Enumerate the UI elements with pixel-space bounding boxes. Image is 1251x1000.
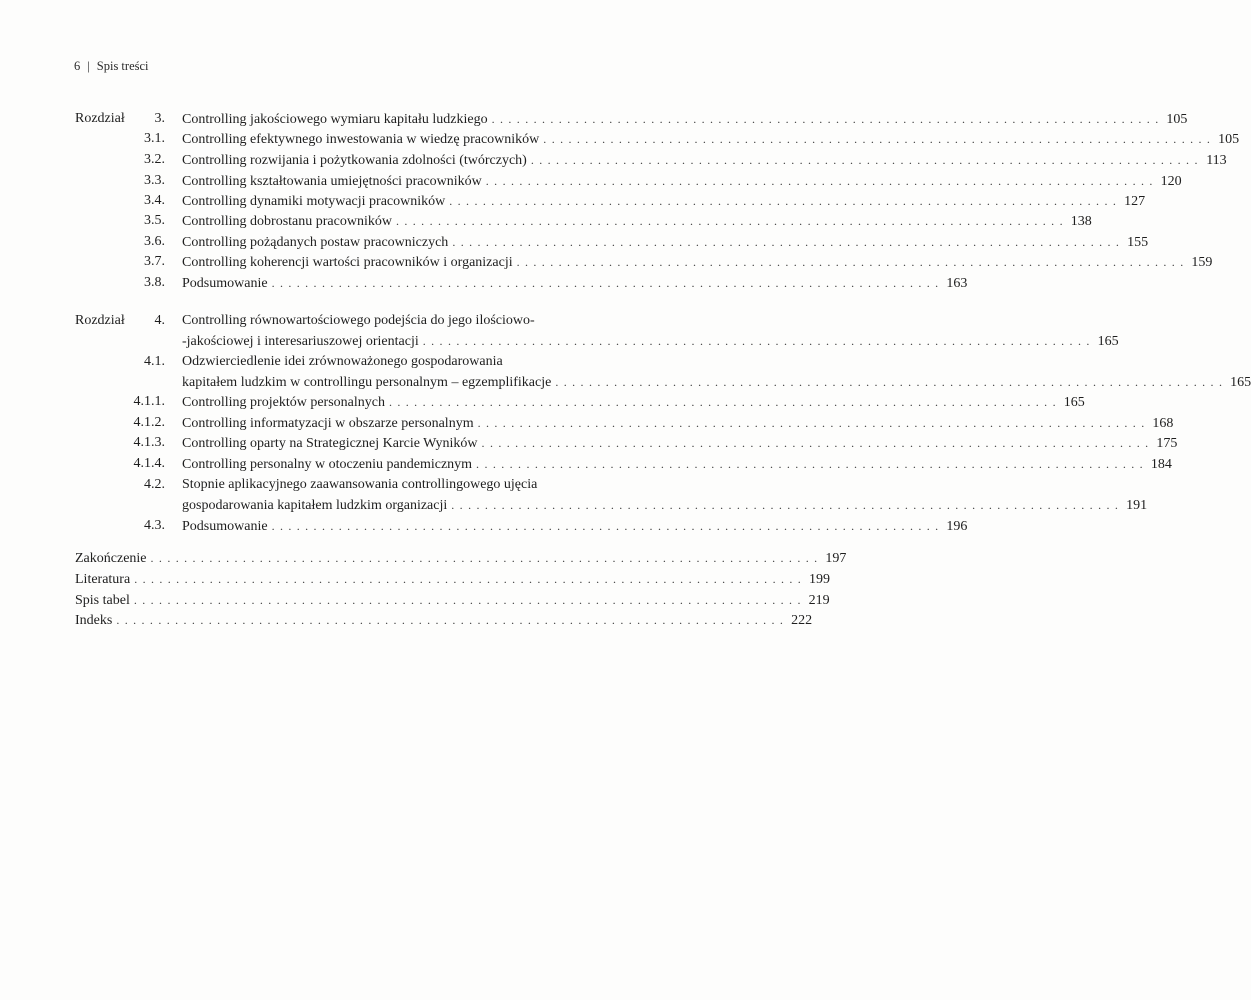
section-number: 3.3.	[144, 173, 165, 188]
section-number: 4.1.	[144, 354, 165, 369]
page-reference: 159	[1191, 255, 1213, 270]
toc-entry	[75, 171, 1182, 191]
entry-line	[75, 610, 813, 631]
section-number: 3.7.	[144, 254, 165, 269]
toc-entry	[75, 129, 1240, 149]
section-number: 4.1.1.	[133, 394, 165, 409]
toc-entry	[75, 150, 1227, 170]
entry-line	[75, 548, 847, 569]
entry-line	[182, 109, 1188, 130]
toc-entry	[75, 610, 813, 630]
toc-entry	[75, 372, 1251, 392]
entry-title: Indeks	[75, 613, 113, 628]
running-header	[74, 59, 149, 74]
entry-title: Controlling personalny w otoczeniu pandemicznym	[182, 457, 473, 472]
toc-entry	[75, 252, 1213, 272]
page-reference: 120	[1160, 174, 1182, 189]
toc-entry	[75, 191, 1146, 211]
dot-leader: . . . . . . . . . . . . . . . . . . . . . . . . . . . . . . . . . . . . . . . . . . . . . . . . . . . . . . . . . . . . . . . . . . . . . . . . . . . . . . . .	[485, 174, 1154, 188]
entry-title: -jakościowej i interesariuszowej orientacji	[182, 334, 419, 349]
toc-entry	[75, 495, 1148, 515]
entry-line	[182, 191, 1146, 212]
section-number: 4.2.	[144, 477, 165, 492]
toc-entry	[75, 392, 1085, 412]
entry-title: Controlling efektywnego inwestowania w wiedzę pracowników	[182, 132, 540, 147]
dot-leader: . . . . . . . . . . . . . . . . . . . . . . . . . . . . . . . . . . . . . . . . . . . . . . . . . . . . . . . . . . . . . . . . . . . . . . . . . . . . . . . .	[491, 112, 1160, 126]
toc-entry	[75, 475, 613, 495]
section-number: 3.	[154, 111, 165, 126]
entry-title: Literatura	[75, 572, 131, 587]
page-reference: 196	[946, 519, 968, 534]
entry-title: Odzwierciedlenie idei zrównoważonego gospodarowania	[182, 354, 503, 369]
entry-line	[182, 454, 1172, 475]
toc-entry	[75, 273, 968, 293]
page-reference: 191	[1126, 498, 1148, 513]
entry-title: Controlling oparty na Strategicznej Karcie Wyników	[182, 436, 478, 451]
page-reference: 165	[1230, 375, 1251, 390]
entry-line	[182, 311, 613, 331]
toc-entry	[75, 352, 613, 372]
section-number: 3.8.	[144, 275, 165, 290]
entry-line	[182, 495, 1148, 516]
section-number: 3.6.	[144, 234, 165, 249]
entry-line	[182, 392, 1085, 413]
entry-line	[182, 372, 1251, 393]
section-number: 3.5.	[144, 213, 165, 228]
entry-line	[182, 273, 968, 294]
toc-entry	[75, 548, 847, 568]
entry-title: Controlling dobrostanu pracowników	[182, 214, 392, 229]
page-reference: 113	[1206, 153, 1227, 168]
entry-line	[182, 150, 1227, 171]
toc-entry	[75, 516, 968, 536]
entry-line	[75, 590, 830, 611]
entry-line	[182, 171, 1182, 192]
page-reference: 175	[1156, 436, 1178, 451]
section-number: 4.1.3.	[133, 435, 165, 450]
entry-line	[182, 252, 1213, 273]
entry-title: Controlling projektów personalnych	[182, 395, 385, 410]
section-number: 4.3.	[144, 518, 165, 533]
section-number: 3.4.	[144, 193, 165, 208]
page-number: 6	[74, 59, 81, 73]
toc-entry	[75, 454, 1172, 474]
dot-leader: . . . . . . . . . . . . . . . . . . . . . . . . . . . . . . . . . . . . . . . . . . . . . . . . . . . . . . . . . . . . . . . . . . . . . . . . . . . . . . . .	[395, 214, 1064, 228]
page-reference: 219	[808, 593, 830, 608]
section-number: 4.1.2.	[133, 415, 165, 430]
dot-leader: . . . . . . . . . . . . . . . . . . . . . . . . . . . . . . . . . . . . . . . . . . . . . . . . . . . . . . . . . . . . . . . . . . . . . . . . . . . . . . . .	[134, 572, 802, 586]
dot-leader: . . . . . . . . . . . . . . . . . . . . . . . . . . . . . . . . . . . . . . . . . . . . . . . . . . . . . . . . . . . . . . . . . . . . . . . . . . . . . . . .	[543, 132, 1212, 146]
dot-leader: . . . . . . . . . . . . . . . . . . . . . . . . . . . . . . . . . . . . . . . . . . . . . . . . . . . . . . . . . . . . . . . . . . . . . . . . . . . . . . . .	[271, 519, 940, 533]
entry-title: Controlling pożądanych postaw pracowniczych	[182, 235, 449, 250]
entry-title: Controlling koherencji wartości pracowników i organizacji	[182, 255, 513, 270]
page-reference: 105	[1166, 112, 1188, 127]
entry-title: Controlling równowartościowego podejścia do jego ilościowo-	[182, 313, 535, 328]
dot-leader: . . . . . . . . . . . . . . . . . . . . . . . . . . . . . . . . . . . . . . . . . . . . . . . . . . . . . . . . . . . . . . . . . . . . . . . . . . . . . . . .	[555, 375, 1224, 389]
toc-entry	[75, 311, 613, 331]
header-separator: |	[87, 59, 90, 73]
toc-entry	[75, 569, 830, 589]
dot-leader: . . . . . . . . . . . . . . . . . . . . . . . . . . . . . . . . . . . . . . . . . . . . . . . . . . . . . . . . . . . . . . . . . . . . . . . . . . . . . . . .	[530, 153, 1199, 167]
entry-line	[182, 475, 613, 495]
dot-leader: . . . . . . . . . . . . . . . . . . . . . . . . . . . . . . . . . . . . . . . . . . . . . . . . . . . . . . . . . . . . . . . . . . . . . . . . . . . . . . . .	[477, 416, 1146, 430]
dot-leader: . . . . . . . . . . . . . . . . . . . . . . . . . . . . . . . . . . . . . . . . . . . . . . . . . . . . . . . . . . . . . . . . . . . . . . . . . . . . . . . .	[388, 395, 1057, 409]
entry-title: Controlling jakościowego wymiaru kapitału ludzkiego	[182, 112, 488, 127]
page-reference: 155	[1127, 235, 1149, 250]
entry-title: Podsumowanie	[182, 519, 268, 534]
page-reference: 105	[1218, 132, 1240, 147]
entry-title: Stopnie aplikacyjnego zaawansowania controllingowego ujęcia	[182, 477, 538, 492]
entry-line	[182, 433, 1178, 454]
entry-line	[182, 516, 968, 537]
page-reference: 168	[1152, 416, 1174, 431]
section-number: 3.1.	[144, 131, 165, 146]
dot-leader: . . . . . . . . . . . . . . . . . . . . . . . . . . . . . . . . . . . . . . . . . . . . . . . . . . . . . . . . . . . . . . . . . . . . . . . . . . . . . . . .	[422, 334, 1091, 348]
dot-leader: . . . . . . . . . . . . . . . . . . . . . . . . . . . . . . . . . . . . . . . . . . . . . . . . . . . . . . . . . . . . . . . . . . . . . . . . . . . . . . . .	[133, 593, 802, 607]
entry-line	[182, 211, 1092, 232]
section-title: Spis treści	[96, 59, 149, 73]
entry-title: Controlling kształtowania umiejętności pracowników	[182, 174, 482, 189]
chapter-label: Rozdział	[75, 313, 125, 328]
page-reference: 165	[1063, 395, 1085, 410]
page-reference: 127	[1124, 194, 1146, 209]
dot-leader: . . . . . . . . . . . . . . . . . . . . . . . . . . . . . . . . . . . . . . . . . . . . . . . . . . . . . . . . . . . . . . . . . . . . . . . . . . . . . . . .	[481, 436, 1150, 450]
page-reference: 138	[1070, 214, 1092, 229]
toc-entry	[75, 590, 830, 610]
dot-leader: . . . . . . . . . . . . . . . . . . . . . . . . . . . . . . . . . . . . . . . . . . . . . . . . . . . . . . . . . . . . . . . . . . . . . . . . . . . . . . . .	[150, 551, 819, 565]
page-reference: 163	[946, 276, 968, 291]
page-reference: 165	[1097, 334, 1119, 349]
entry-title: Controlling rozwijania i pożytkowania zdolności (twórczych)	[182, 153, 527, 168]
entry-title: gospodarowania kapitałem ludzkim organizacji	[182, 498, 448, 513]
toc-entry	[75, 211, 1092, 231]
section-number: 4.1.4.	[133, 456, 165, 471]
toc-entry	[75, 232, 1149, 252]
entry-title: Spis tabel	[75, 593, 130, 608]
section-number: 4.	[154, 313, 165, 328]
entry-line	[182, 352, 613, 372]
page-reference: 222	[791, 613, 813, 628]
entry-title: kapitałem ludzkim w controllingu personalnym – egzemplifikacje	[182, 375, 552, 390]
dot-leader: . . . . . . . . . . . . . . . . . . . . . . . . . . . . . . . . . . . . . . . . . . . . . . . . . . . . . . . . . . . . . . . . . . . . . . . . . . . . . . . .	[449, 194, 1118, 208]
dot-leader: . . . . . . . . . . . . . . . . . . . . . . . . . . . . . . . . . . . . . . . . . . . . . . . . . . . . . . . . . . . . . . . . . . . . . . . . . . . . . . . .	[271, 276, 940, 290]
entry-line	[182, 331, 1119, 352]
section-number: 3.2.	[144, 152, 165, 167]
entry-title: Controlling dynamiki motywacji pracowników	[182, 194, 446, 209]
entry-title: Controlling informatyzacji w obszarze personalnym	[182, 416, 474, 431]
dot-leader: . . . . . . . . . . . . . . . . . . . . . . . . . . . . . . . . . . . . . . . . . . . . . . . . . . . . . . . . . . . . . . . . . . . . . . . . . . . . . . . .	[516, 255, 1185, 269]
page-reference: 184	[1150, 457, 1172, 472]
entry-line	[182, 129, 1240, 150]
page-reference: 197	[825, 551, 847, 566]
dot-leader: . . . . . . . . . . . . . . . . . . . . . . . . . . . . . . . . . . . . . . . . . . . . . . . . . . . . . . . . . . . . . . . . . . . . . . . . . . . . . . . .	[116, 613, 785, 627]
dot-leader: . . . . . . . . . . . . . . . . . . . . . . . . . . . . . . . . . . . . . . . . . . . . . . . . . . . . . . . . . . . . . . . . . . . . . . . . . . . . . . . .	[476, 457, 1144, 471]
entry-line	[182, 232, 1149, 253]
toc-entry	[75, 331, 1119, 351]
entry-line	[182, 413, 1174, 434]
toc-entry	[75, 109, 1188, 129]
entry-line	[75, 569, 830, 590]
toc-entry	[75, 413, 1174, 433]
dot-leader: . . . . . . . . . . . . . . . . . . . . . . . . . . . . . . . . . . . . . . . . . . . . . . . . . . . . . . . . . . . . . . . . . . . . . . . . . . . . . . . .	[451, 498, 1120, 512]
entry-title: Zakończenie	[75, 551, 147, 566]
dot-leader: . . . . . . . . . . . . . . . . . . . . . . . . . . . . . . . . . . . . . . . . . . . . . . . . . . . . . . . . . . . . . . . . . . . . . . . . . . . . . . . .	[452, 235, 1121, 249]
entry-title: Podsumowanie	[182, 276, 268, 291]
chapter-label: Rozdział	[75, 111, 125, 126]
page-reference: 199	[809, 572, 830, 587]
toc-entry	[75, 433, 1178, 453]
